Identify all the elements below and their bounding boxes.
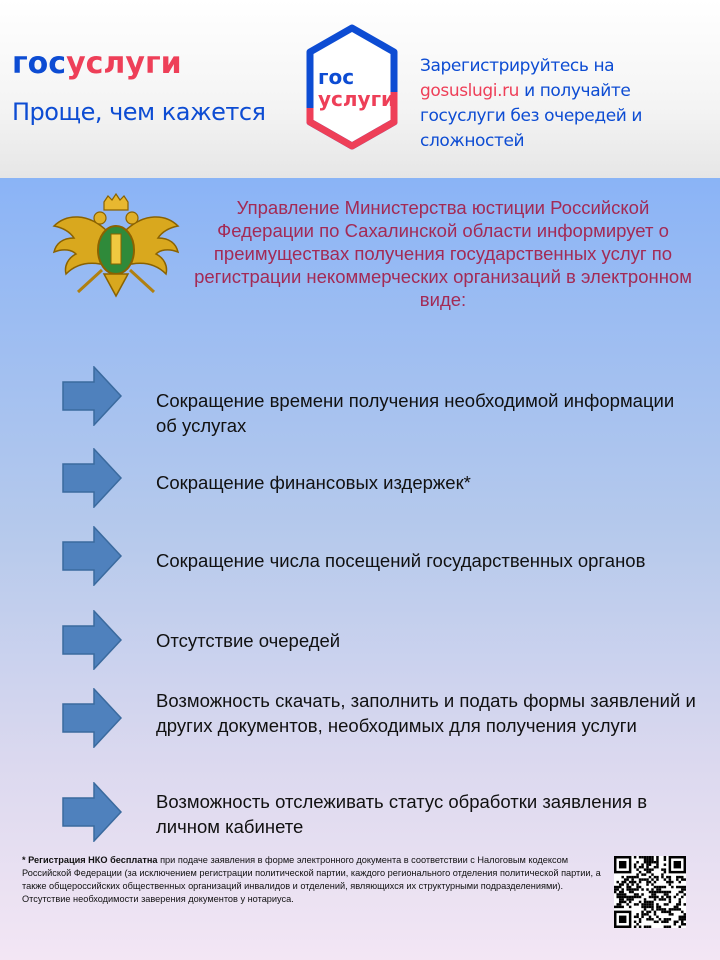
benefit-text: Сокращение финансовых издержек* [156, 472, 471, 493]
slogan: Проще, чем кажется [12, 98, 266, 126]
benefit-text: Отсутствие очередей [156, 630, 341, 651]
intro-text: Управление Министерства юстиции Российской Федерации по Сахалинской области информирует о преимуществах получения государственных услуг по регистрации некоммерческих организаций в электронном виде: [194, 197, 692, 310]
benefit-text: Возможность отслеживать статус обработки заявления в личном кабинете [156, 791, 648, 837]
logo-wordmark [318, 66, 395, 110]
logo-word-gos: гос [318, 65, 355, 89]
brand-part-gos: гос [12, 46, 67, 81]
cta-text-end: и получайте госуслуги без очередей и сложностей [420, 81, 643, 151]
cta-text-start: Зарегистрируйтесь на [420, 56, 615, 76]
gosuslugi-link[interactable]: gosuslugi.ru [420, 81, 520, 101]
ministry-of-justice-emblem-icon [48, 192, 184, 302]
benefit-text: Сокращение числа посещений государственных органов [156, 550, 646, 571]
footnote-bold: * Регистрация НКО бесплатна [22, 855, 158, 865]
arrow-right-icon [62, 688, 122, 748]
header-banner [0, 0, 720, 178]
qr-code-icon[interactable] [614, 856, 686, 928]
arrow-right-icon [62, 782, 122, 842]
logo-word-uslugi: услуги [318, 87, 396, 111]
arrow-right-icon [62, 526, 122, 586]
brand-part-uslugi: услуги [66, 46, 182, 81]
arrow-right-icon [62, 366, 122, 426]
benefit-text: Возможность скачать, заполнить и подать формы заявлений и других документов, необходимых для получения услуги [156, 690, 696, 736]
footnote-text: при подаче заявления в форме электронного документа в соответствии с Налоговым кодексом Российской Федерации (за исключением регистрации политической партии, каждого регионального отделения политической партии, а также общероссийских общественных организаций инвалидов и отделений, являющихся их структурными подразделениями). Отсутствие необходимости заверения документов у нотариуса. [22, 855, 601, 904]
footnote [22, 854, 602, 906]
benefit-text: Сокращение времени получения необходимой информации об услугах [156, 390, 675, 436]
gosuslugi-brand [12, 46, 182, 81]
registration-call-to-action [420, 54, 716, 154]
arrow-right-icon [62, 448, 122, 508]
arrow-right-icon [62, 610, 122, 670]
